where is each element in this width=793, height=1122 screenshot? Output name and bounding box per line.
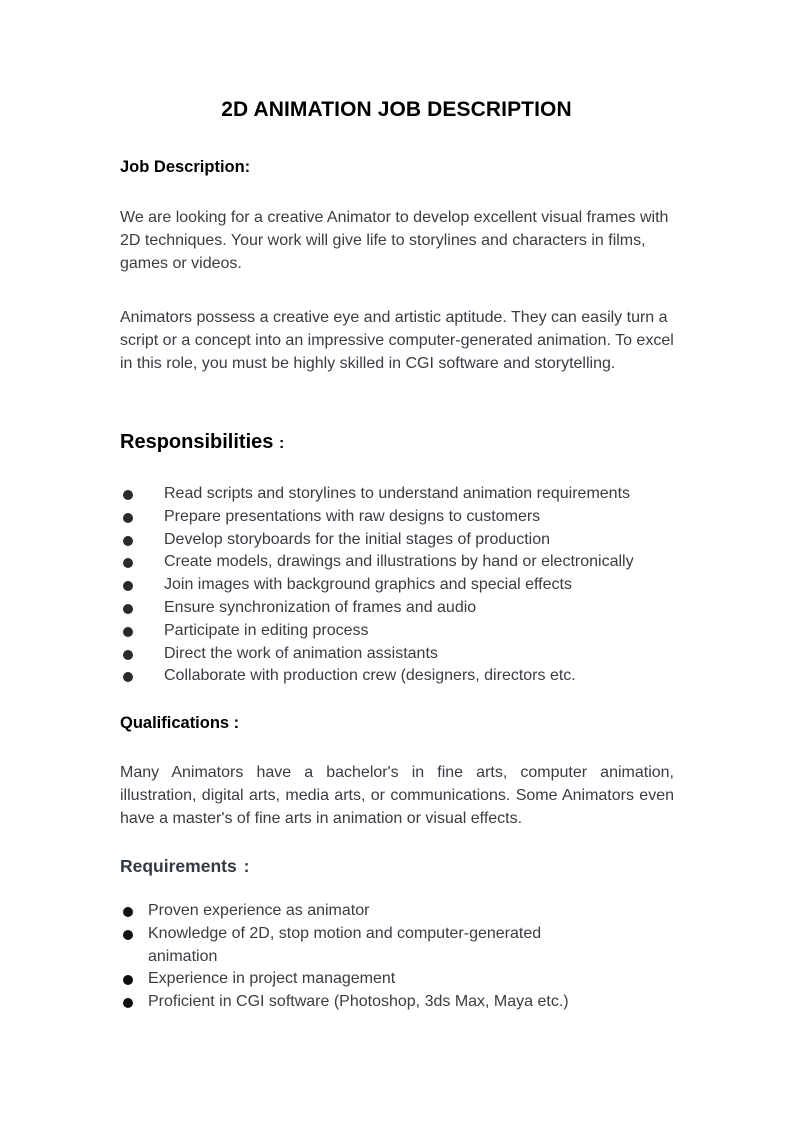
- requirements-heading-text: Requirements: [120, 856, 237, 876]
- list-item: Read scripts and storylines to understand animation requirements: [120, 483, 634, 506]
- list-item: Develop storyboards for the initial stages of production: [120, 529, 634, 552]
- bullet-icon: [123, 627, 133, 637]
- qualifications-heading: Qualifications :: [120, 714, 240, 732]
- responsibilities-heading-text: Responsibilities: [120, 431, 274, 453]
- list-item: Proven experience as animator: [120, 900, 580, 923]
- job-description-paragraph-2: Animators possess a creative eye and artistic aptitude. They can easily turn a script or a concept into an impressive computer-generated animation. To excel in this role, you must be highly skilled in CGI software and storytelling.: [120, 309, 674, 372]
- responsibilities-heading-colon: :: [278, 435, 285, 452]
- bullet-icon: [123, 581, 133, 591]
- bullet-icon: [123, 513, 133, 523]
- requirements-heading-colon: :: [243, 856, 250, 876]
- list-item: Ensure synchronization of frames and audio: [120, 597, 634, 620]
- bullet-icon: [123, 536, 133, 546]
- list-item: Proficient in CGI software (Photoshop, 3ds Max, Maya etc.): [120, 991, 580, 1014]
- bullet-icon: [123, 558, 133, 568]
- bullet-icon: [123, 907, 133, 917]
- requirements-list: [120, 900, 580, 1014]
- list-item: Join images with background graphics and special effects: [120, 574, 634, 597]
- list-item: Direct the work of animation assistants: [120, 643, 634, 666]
- requirements-heading: [120, 856, 249, 877]
- bullet-icon: [123, 998, 133, 1008]
- bullet-icon: [123, 930, 133, 940]
- list-item: Knowledge of 2D, stop motion and computer-generated animation: [120, 923, 580, 969]
- list-item: Prepare presentations with raw designs to customers: [120, 506, 634, 529]
- bullet-icon: [123, 672, 133, 682]
- bullet-icon: [123, 604, 133, 614]
- job-description-paragraph-1: We are looking for a creative Animator to develop excellent visual frames with 2D techniques. Your work will give life to storylines and characters in films, games or videos.: [120, 209, 669, 272]
- qualifications-paragraph: Many Animators have a bachelor's in fine arts, computer animation, illustration, digital arts, media arts, or communications. Some Animators even have a master's of fine arts in animation or visual effects.: [120, 764, 674, 827]
- page-title: 2D ANIMATION JOB DESCRIPTION: [221, 98, 572, 121]
- bullet-icon: [123, 975, 133, 985]
- list-item: Create models, drawings and illustrations by hand or electronically: [120, 551, 634, 574]
- bullet-icon: [123, 490, 133, 500]
- responsibilities-heading: [120, 431, 284, 454]
- list-item: Collaborate with production crew (designers, directors etc.: [120, 665, 634, 688]
- bullet-icon: [123, 650, 133, 660]
- job-description-heading: Job Description:: [120, 158, 251, 176]
- list-item: Experience in project management: [120, 968, 580, 991]
- list-item: Participate in editing process: [120, 620, 634, 643]
- responsibilities-list: [120, 483, 634, 688]
